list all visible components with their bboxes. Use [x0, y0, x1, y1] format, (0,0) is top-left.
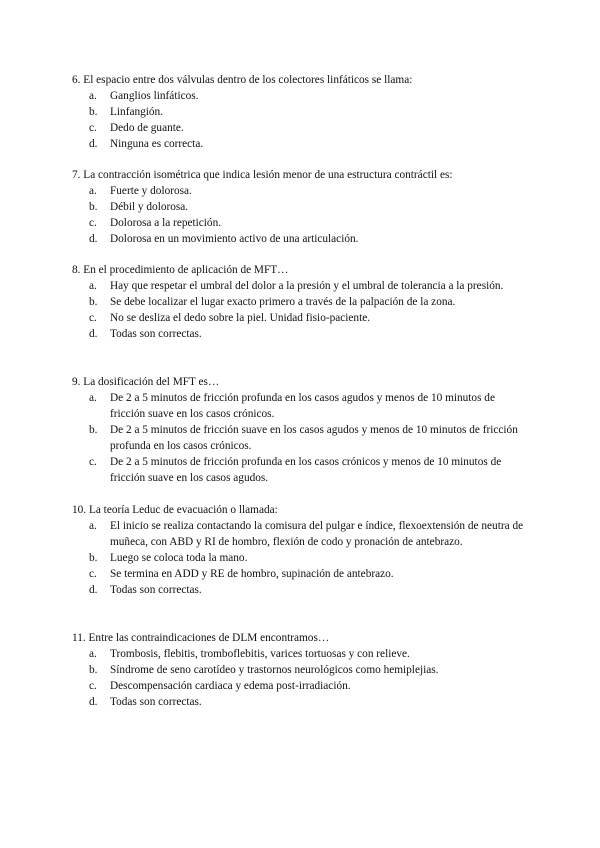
question-text: 8. En el procedimiento de aplicación de MFT…	[72, 264, 289, 276]
option-b: b. De 2 a 5 minutos de fricción suave en los casos agudos y menos de 10 minutos de fricción profunda en los casos crónicos.	[89, 424, 518, 452]
option-a: a. Hay que respetar el umbral del dolor a la presión y el umbral de tolerancia a la presión.	[89, 280, 504, 292]
option-b: b. Linfangión.	[89, 106, 164, 118]
question-6	[72, 72, 532, 152]
option-a: a. El inicio se realiza contactando la comisura del pulgar e índice, flexoextensión de neutra de muñeca, con ABD y RI de hombro, flexión de codo y pronación de antebrazo.	[89, 520, 524, 548]
question-text: 10. La teoría Leduc de evacuación o llamada:	[72, 504, 278, 516]
option-c: c. No se desliza el dedo sobre la piel. Unidad fisio-paciente.	[89, 312, 371, 324]
option-c: c. Dolorosa a la repetición.	[89, 217, 222, 229]
option-b: b. Síndrome de seno carotídeo y trastornos neurológicos como hemiplejias.	[89, 664, 439, 676]
question-8	[72, 262, 532, 342]
option-c: c. Dedo de guante.	[89, 122, 184, 134]
options-list	[72, 183, 532, 247]
option-a: a. Trombosis, flebitis, tromboflebitis, varices tortuosas y con relieve.	[89, 648, 410, 660]
options-list	[72, 88, 532, 152]
option-d: d. Todas son correctas.	[89, 584, 202, 596]
options-list	[72, 518, 532, 598]
options-list	[72, 390, 532, 486]
option-d: d. Todas son correctas.	[89, 696, 202, 708]
option-c: c. De 2 a 5 minutos de fricción profunda en los casos crónicos y menos de 10 minutos de fricción suave en los casos agudos.	[89, 456, 502, 484]
question-text: 6. El espacio entre dos válvulas dentro de los colectores linfáticos se llama:	[72, 74, 413, 86]
options-list	[72, 646, 532, 710]
option-d: d. Dolorosa en un movimiento activo de una articulación.	[89, 233, 359, 245]
option-a: a. Fuerte y dolorosa.	[89, 185, 192, 197]
option-b: b. Se debe localizar el lugar exacto primero a través de la palpación de la zona.	[89, 296, 456, 308]
option-d: d. Ninguna es correcta.	[89, 138, 204, 150]
options-list	[72, 278, 532, 342]
question-10	[72, 502, 532, 598]
question-text: 11. Entre las contraindicaciones de DLM encontramos…	[72, 632, 330, 644]
option-d: d. Todas son correctas.	[89, 328, 202, 340]
question-9	[72, 374, 532, 486]
option-c: c. Descompensación cardiaca y edema post-irradiación.	[89, 680, 351, 692]
option-a: a. Ganglios linfáticos.	[89, 90, 199, 102]
option-a: a. De 2 a 5 minutos de fricción profunda en los casos agudos y menos de 10 minutos de fricción suave en los casos crónicos.	[89, 392, 495, 420]
option-c: c. Se termina en ADD y RE de hombro, supinación de antebrazo.	[89, 568, 394, 580]
question-text: 7. La contracción isométrica que indica lesión menor de una estructura contráctil es:	[72, 169, 453, 181]
question-text: 9. La dosificación del MFT es…	[72, 376, 220, 388]
option-b: b. Luego se coloca toda la mano.	[89, 552, 248, 564]
question-7	[72, 167, 532, 247]
option-b: b. Débil y dolorosa.	[89, 201, 189, 213]
question-11	[72, 630, 532, 710]
